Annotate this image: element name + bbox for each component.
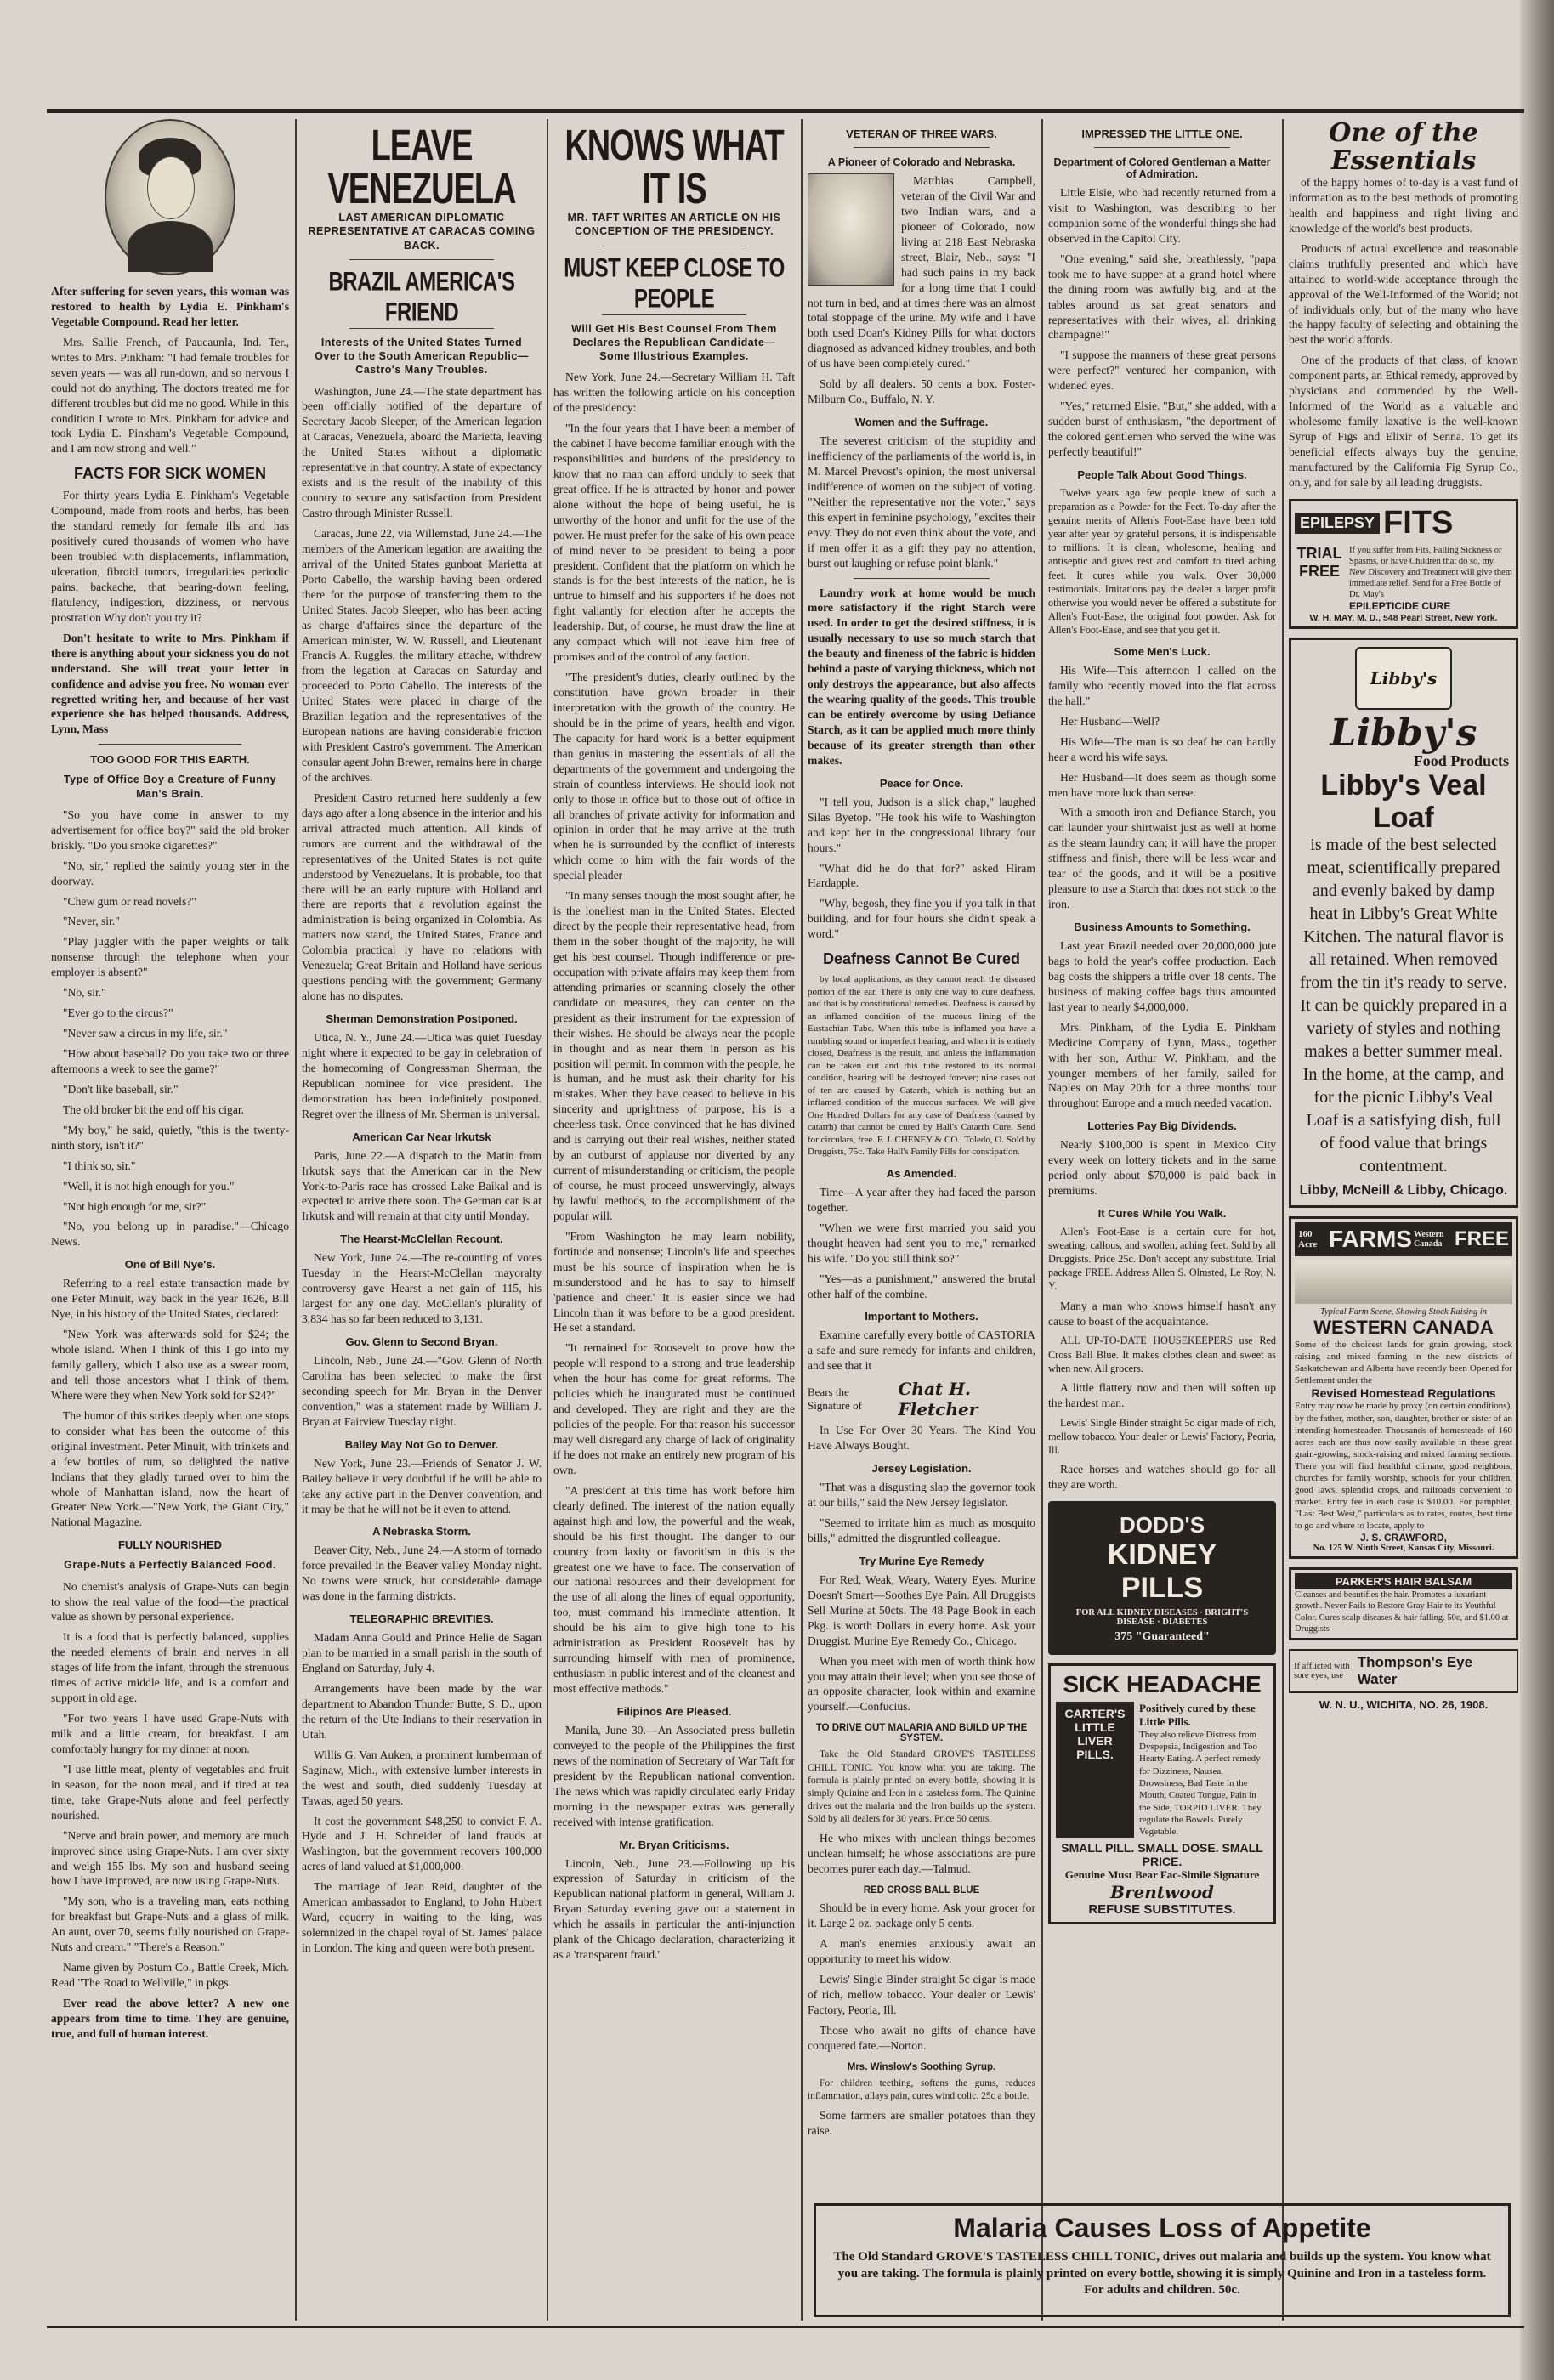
malaria-title: Malaria Causes Loss of Appetite bbox=[953, 2213, 1371, 2243]
libby-ad bbox=[1289, 638, 1518, 1208]
thompson-title: Thompson's Eye Water bbox=[1357, 1653, 1473, 1687]
libby-script-logo: Libby's bbox=[1330, 711, 1477, 756]
story-paragraph: The humor of this strikes deeply when one stops to consider what has been the outcome of this original investment. Peter Minuit, with trinkets and a few bottles of rum, so delighted the native Indians that they gladly turned over to him the whole of Manhattan island, now the heart of Greater New York.—"New York, the Giant City," National Magazine. bbox=[51, 1408, 289, 1529]
deck: MR. TAFT WRITES AN ARTICLE ON HIS CONCEPTION OF THE PRESIDENCY. bbox=[567, 212, 781, 238]
carters-brand-box: CARTER'S LITTLE LIVER PILLS. bbox=[1056, 1702, 1134, 1839]
story-heading: As Amended. bbox=[886, 1166, 957, 1180]
story-paragraph: "What did he do that for?" asked Hiram Hardapple. bbox=[808, 861, 1035, 890]
story-paragraph: Utica, N. Y., June 24.—Utica was quiet Tuesday night where it expected to be gay in celebration of the homecoming of Congressman Sherman, the Republican nominee for vice president. The demonstration has been indefinitely postponed. Regret over the illness of Mr. Sherman is universal. bbox=[302, 1031, 542, 1120]
libby-tin-label: Libby's bbox=[1370, 668, 1438, 689]
story-paragraph: Time—A year after they had faced the parson together. bbox=[808, 1185, 1035, 1214]
libby-signature: Libby, McNeill & Libby, Chicago. bbox=[1299, 1183, 1508, 1198]
rule bbox=[99, 744, 241, 745]
homestead-regulations: Revised Homestead Regulations bbox=[1311, 1386, 1496, 1401]
essentials-paragraph: of the happy homes of to-day is a vast fund of information as to the best methods of promoting health and happiness and right living and knowledge of the world's best products. bbox=[1289, 176, 1518, 235]
facts-heading: FACTS FOR SICK WOMEN bbox=[74, 465, 266, 483]
pinkham-letter: Mrs. Sallie French, of Paucaunla, Ind. Ter., writes to Mrs. Pinkham: "I had female troubles for seven years — was all run-down, and so nervous I could not do anything. The doctors treated me for different troubles but did me no good. While in this condition I wrote to Mrs. Pinkham for advice and took Lydia E. Pinkham's Vegetable Compound, and I am now strong and well." bbox=[51, 335, 289, 456]
story-heading: The Hearst-McClellan Recount. bbox=[340, 1232, 503, 1246]
story-paragraph: "When we were first married you said you thought heaven had sent you to me," remarked his wife. "Do you still think so?" bbox=[808, 1221, 1035, 1265]
column-divider bbox=[295, 119, 297, 2320]
story-paragraph: Ever read the above letter? A new one appears from time to time. They are genuine, true, and full of human interest. bbox=[51, 1997, 289, 2040]
trial-label: TRIAL bbox=[1296, 544, 1342, 562]
dodds-line-3: PILLS bbox=[1120, 1571, 1204, 1604]
malaria-body: The Old Standard GROVE'S TASTELESS CHILL TONIC, drives out malaria and builds up the system. You know what you are taking. The formula is plainly printed on every bottle, showing it is simply Quinine and Iron in a tasteless form. For adults and children. 50c. bbox=[833, 2250, 1491, 2297]
deck: Will Get His Best Counsel From Them Declares the Republican Candidate—Some Illustrious Examples. bbox=[571, 322, 777, 362]
rule bbox=[854, 147, 990, 148]
malaria-ad bbox=[814, 2203, 1511, 2317]
story-paragraph: ALL UP-TO-DATE HOUSEKEEPERS use Red Cross Ball Blue. It makes clothes clean and sweet as when new. All grocers. bbox=[1048, 1334, 1276, 1374]
story-heading: People Talk About Good Things. bbox=[1077, 468, 1247, 481]
western-canada-title: WESTERN CANADA bbox=[1313, 1317, 1494, 1339]
rule bbox=[854, 578, 990, 579]
story-paragraph: For children teething, softens the gums, reduces inflammation, allays pain, cures wind colic. 25c a bottle. bbox=[808, 2077, 1035, 2101]
story-heading: Bailey May Not Go to Denver. bbox=[344, 1437, 499, 1451]
story-paragraph: Referring to a real estate transaction made by one Peter Minuit, way back in the year 1626, Bill Nye, in his history of the United States, declared: bbox=[51, 1277, 289, 1321]
story-paragraph: Washington, June 24.—The state department has been officially notified of the departure of Secretary Jacob Sleeper, of the American legation at Caracas, Venezuela, aboard the Marietta, leaving the United States without a diplomatic representative in that country. A state of expectancy exists and is the result of the inability of this country to secure any satisfaction from President Castro through Minister Russell. bbox=[302, 384, 542, 519]
story-paragraph: Little Elsie, who had recently returned from a visit to Washington, was describing to her companion some of the wonderful things she had observed in the Capitol City. bbox=[1048, 186, 1276, 245]
story-paragraph: "New York was afterwards sold for $24; the whole island. When I think of this I go into my family gallery, which I also use as a swear room, and tell those ancestors what I think of them. Where were they when New York sold for $24?" bbox=[51, 1328, 289, 1402]
epilepsy-label: EPILEPSY bbox=[1295, 513, 1380, 534]
headline-knows-what-it-is: KNOWS WHAT IT IS bbox=[564, 122, 784, 214]
bottom-rule bbox=[47, 2326, 1524, 2328]
story-paragraph: No chemist's analysis of Grape-Nuts can begin to show the real value of the food—the practical value as shown by personal experience. bbox=[51, 1579, 289, 1624]
farms-free: FREE bbox=[1454, 1227, 1509, 1251]
story-paragraph: New York, June 24.—The re-counting of votes Tuesday in the Hearst-McClellan mayoralty controversy gave Hearst a net gain of 115, his largest for any one day. McClellan's plurality of 3,834 has so far been reduced to 3,131. bbox=[302, 1251, 542, 1326]
epilepsy-address: W. H. MAY, M. D., 548 Pearl Street, New York. bbox=[1309, 613, 1498, 624]
story-paragraph: "No, you belong up in paradise."—Chicago News. bbox=[51, 1220, 289, 1249]
rule bbox=[349, 259, 493, 260]
rule bbox=[1094, 147, 1231, 148]
column-1 bbox=[51, 119, 289, 2320]
story-paragraph: President Castro returned here suddenly a few days ago after a long absence in the interior and his arrival attracted much attention. All kinds of rumors are current and the withdrawal of the representatives of the United States is not quite understood by Venezuelans. It is probable, too that there will be an early rupture with Holland and there are reports that a revolution against the administration is being organized in Colombia. As matters now stand, the United States, France and Colombia practical ly have no relations with Venezuela; Great Britain and Holland have serious questions pending with the government; Germany alone has no disputes. bbox=[302, 790, 542, 1003]
subhead: MUST KEEP CLOSE TO PEOPLE bbox=[564, 252, 785, 314]
story-heading: Some Men's Luck. bbox=[1114, 644, 1211, 658]
story-heading: VETERAN OF THREE WARS. bbox=[846, 128, 997, 140]
story-paragraph: "Why, begosh, they fine you if you talk in that building, and for four hours she didn't speak a word." bbox=[808, 897, 1035, 941]
story-paragraph: Allen's Foot-Ease is a certain cure for hot, sweating, callous, and swollen, aching feet. Sold by all Druggists. Price 25c. Don't accept any substitute. Trial package FREE. Address Allen S. Olmsted, Le Roy, N. Y. bbox=[1048, 1226, 1276, 1293]
story-heading: TO DRIVE OUT MALARIA AND BUILD UP THE SYSTEM. bbox=[815, 1723, 1028, 1744]
story-paragraph: A man's enemies anxiously await an opportunity to meet his widow. bbox=[808, 1937, 1035, 1966]
woman-portrait-illustration bbox=[105, 119, 235, 275]
story-paragraph: New York, June 24.—Secretary William H. Taft has written the following article on his conception of the presidency: bbox=[553, 371, 795, 415]
pinkham-lead: After suffering for seven years, this woman was restored to health by Lydia E. Pinkham's Vegetable Compound. Read her letter. bbox=[51, 285, 289, 328]
story-paragraph: "No, sir," replied the saintly young ster in the doorway. bbox=[51, 858, 289, 887]
column-divider bbox=[1282, 119, 1284, 2320]
story-paragraph: "The president's duties, clearly outlined by the constitution have grown broader in their interpretation with the growth of the country. He should be in the prime of years, health and vigor. The capacity for hard work is a better equipment than genius in mastering the essentials of all the departments of the government and undergoing the strain of countless interviews. He should look not only to those in office but to those out of office in all branches of private activity for information and opinion in order that he may arrive at the truth when he is surrounded by the conflict of interests which come to him with the fair words of the special pleader bbox=[553, 671, 795, 882]
page-edge-shadow bbox=[1520, 0, 1554, 2380]
story-heading: Try Murine Eye Remedy bbox=[859, 1554, 984, 1567]
story-paragraph: by local applications, as they cannot reach the diseased portion of the ear. There is only one way to cure deafness, and that is by constitutional remedies. Deafness is caused by an inflamed condition of the mucous lining of the Eustachian Tube. When this tube is inflamed you have a rumbling sound or imperfect hearing, and when it is entirely closed, Deafness is the result, and unless the inflammation can be taken out and this tube restored to its normal condition, hearing will be destroyed forever; nine cases out of ten are caused by Catarrh, which is nothing but an inflamed condition of the mucous surfaces. We will give One Hundred Dollars for any case of Deafness (caused by catarrh) that cannot be cured by Hall's Catarrh Cure. Send for circulars, free. F. J. CHENEY & CO., Toledo, O. Sold by Druggists, 75c. Take Hall's Family Pills for constipation. bbox=[808, 974, 1035, 1158]
farms-address: No. 125 W. Ninth Street, Kansas City, Missouri. bbox=[1313, 1544, 1494, 1554]
genuine-line: Genuine Must Bear Fac-Simile Signature bbox=[1064, 1868, 1260, 1882]
dont-hesitate-text: Don't hesitate to write to Mrs. Pinkham if there is anything about your sickness you do not understand. She will treat your letter in confidence and advise you free. No woman ever regretted writing her, and because of her vast experience she has helped thousands. Address, Lynn, Mass bbox=[51, 631, 289, 736]
free-label: FREE bbox=[1298, 562, 1340, 580]
libby-body: is made of the best selected meat, scientifically prepared and evenly baked by damp heat in Libby's Great White Kitchen. The natural flavor is all retained. When removed from the tin it's ready to serve. It can be quickly prepared in a variety of styles and nothing makes a better summer meal. In the home, at the camp, and for the picnic Libby's Veal Loaf is a satisfying dish, full of food value that brings contentment. bbox=[1299, 836, 1508, 1176]
story-paragraph: Her Husband—Well? bbox=[1060, 714, 1160, 728]
story-paragraph: Arrangements have been made by the war department to Abandon Thunder Butte, S. D., upon the return of the Ute Indians to their reservation in Utah. bbox=[302, 1682, 542, 1741]
story-paragraph: It is a food that is perfectly balanced, supplies the needed elements of brain and nerves in all stages of life from the infant, through the strenuous times of active middle life, and is a comfort and support in old age. bbox=[51, 1630, 289, 1705]
story-heading: Important to Mothers. bbox=[865, 1310, 978, 1323]
story-paragraph: "Not high enough for me, sir?" bbox=[63, 1199, 207, 1213]
story-heading: A Nebraska Storm. bbox=[372, 1525, 471, 1538]
deck: Interests of the United States Turned Over to the South American Republic—Castro's Many Troubles. bbox=[315, 336, 529, 377]
story-paragraph: "A president at this time has work before him clearly defined. The interest of the nation equally against high and low, the powerful and the weak, should be his first thought. The danger to our country from laxity or favoritism in this is the greatest one we have to face. The conservation of our national resources and their development for the use of all along the lines of equal opportunity, too, must command his immediate attention. It should be his aim to give high tone to his administration as President Roosevelt has by surrounding himself with men of prominence, enthusiasm in public interest and of the cleanest and most effective methods." bbox=[553, 1483, 795, 1695]
story-paragraph: Examine carefully every bottle of CASTORIA a safe and sure remedy for infants and children, and see that it bbox=[808, 1329, 1035, 1373]
story-paragraph: Name given by Postum Co., Battle Creek, Mich. Read "The Road to Wellville," in pkgs. bbox=[51, 1961, 289, 1990]
story-paragraph: "Yes—as a punishment," answered the brutal other half of the combine. bbox=[808, 1272, 1035, 1300]
dodds-kidney-pills-ad bbox=[1048, 1501, 1276, 1655]
story-paragraph: "Chew gum or read novels?" bbox=[63, 894, 196, 908]
column-divider bbox=[1041, 119, 1043, 2320]
veteran-portrait-illustration bbox=[808, 173, 894, 286]
farms-western: Western Canada bbox=[1413, 1230, 1444, 1250]
story-paragraph: Paris, June 22.—A dispatch to the Matin from Irkutsk says that the American car in the New York-to-Paris race has crossed Lake Baikal and is expected to arrive there soon. The German car is at Irkutsk and will remain at that city until Monday. bbox=[302, 1148, 542, 1223]
farms-title: FARMS bbox=[1328, 1226, 1412, 1253]
story-paragraph: Lincoln, Neb., June 23.—Following up his expression of Saturday in criticism of the Republican national platform in general, William J. Bryan Saturday evening gave out a statement in which he assails in particular the anti-injunction plank of the Chicago declaration, characterizing it as a 'transparent fraud.' bbox=[553, 1856, 795, 1962]
story-paragraph: "Don't like baseball, sir." bbox=[63, 1082, 179, 1096]
dodds-line-1: DODD'S bbox=[1119, 1511, 1205, 1538]
story-heading: Mrs. Winslow's Soothing Syrup. bbox=[847, 2061, 996, 2072]
story-heading: Gov. Glenn to Second Bryan. bbox=[345, 1335, 498, 1348]
story-paragraph: Those who await no gifts of chance have conquered fate.—Norton. bbox=[808, 2023, 1035, 2052]
essentials-paragraph: Products of actual excellence and reasonable claims truthfully presented and which have attained to world-wide acceptance through the approval of the Well-Informed of the World; not of individuals only, but of the many who have the happy faculty of selecting and obtaining the best the world affords. bbox=[1289, 241, 1518, 347]
story-heading: Peace for Once. bbox=[879, 776, 964, 790]
story-paragraph: Willis G. Van Auken, a prominent lumberman of Saginaw, Mich., with extensive lumber interests in the west and south, died suddenly Tuesday at Tawas, aged 50 years. bbox=[302, 1748, 542, 1807]
story-paragraph: Lewis' Single Binder straight 5c cigar made of rich, mellow tobacco. Your dealer or Lewis' Factory, Peoria, Ill. bbox=[1048, 1416, 1276, 1456]
story-paragraph: For Red, Weak, Weary, Watery Eyes. Murine Doesn't Smart—Soothes Eye Pain. All Druggists Sell Murine at 50cts. The 48 Page Book in each Pkg. is worth Dollars in every home. Ask your Druggist. Murine Eye Remedy Co., Chicago. bbox=[808, 1572, 1035, 1647]
libby-veal-loaf-title: Libby's Veal Loaf bbox=[1320, 769, 1487, 834]
column-4 bbox=[808, 119, 1035, 2320]
story-heading: TOO GOOD FOR THIS EARTH. bbox=[90, 753, 250, 767]
story-paragraph: Should be in every home. Ask your grocer for it. Large 2 oz. package only 5 cents. bbox=[808, 1901, 1035, 1930]
story-paragraph: Mrs. Pinkham, of the Lydia E. Pinkham Medicine Company of Lynn, Mass., together with her son, Arthur W. Pinkham, and the younger members of her family, sailed for Naples on May 20th for a three months' tour throughout Europe and a much needed vacation. bbox=[1048, 1020, 1276, 1110]
farm-caption: Typical Farm Scene, Showing Stock Raising in bbox=[1319, 1307, 1488, 1318]
libby-tin-icon bbox=[1355, 647, 1452, 710]
story-paragraph: Matthias Campbell, veteran of the Civil War and two Indian wars, and a pioneer of Colorado, now living at 218 East Nebraska street, Blair, Neb., says: "I had such pains in my back for a long time that I could not turn in bed, and at times there was an almost total stoppage of the urine. My wife and I have both used Doan's Kidney Pills for what doctors diagnosed as advanced kidney troubles, and both of us have been completely cured." bbox=[808, 174, 1035, 371]
story-heading: Women and the Suffrage. bbox=[854, 416, 989, 429]
story-deck: Type of Office Boy a Creature of Funny Man's Brain. bbox=[63, 774, 277, 800]
fletcher-signature: Chat H. Fletcher bbox=[898, 1379, 978, 1420]
story-paragraph: Manila, June 30.—An Associated press bulletin conveyed to the people of the Philippines the first news of the nomination of Secretary of War Taft for president by the Republican national convention. The news which was rapidly circulated early Friday morning in the newspaper extras was generally received with intense gratification. bbox=[553, 1723, 795, 1828]
story-paragraph: "From Washington he may learn nobility, fortitude and nonsense; Lincoln's life and speeches must be his source of inspiration when he is misunderstood and he has to say to himself 'patience and cheer.' It is easier since we had Lincoln than it was before to be a good president. He set a standard. bbox=[553, 1229, 795, 1334]
story-paragraph: "Play juggler with the paper weights or talk nonsense through the telephone when your employer is absent?" bbox=[51, 935, 289, 979]
story-paragraph: The marriage of Jean Reid, daughter of the American ambassador to England, to John Hubert Ward, equerry in waiting to the king, was solemnized in the chapel royal of St. James' palace in London. The king and queen were both present. bbox=[302, 1880, 542, 1954]
essentials-paragraph: One of the products of that class, of known component parts, an Ethical remedy, approved by physicians and commended by the Well-Informed of the World as a valuable and wholesome family laxative is the well-known Syrup of Figs and Elixir of Senna. To get its beneficial effects always buy the genuine, manufactured by the California Fig Syrup Co., only, and for sale by all leading druggists. bbox=[1289, 354, 1518, 489]
story-paragraph: "That was a disgusting slap the governor took at our bills," said the New Jersey legislator. bbox=[808, 1481, 1035, 1510]
small-pill-line: SMALL PILL. SMALL DOSE. SMALL PRICE. bbox=[1061, 1841, 1263, 1869]
story-paragraph: Laundry work at home would be much more satisfactory if the right Starch were used. In order to get the desired stiffness, it is usually necessary to use so much starch that the beauty and fineness of the fabric is hidden behind a paste of varying thickness, which not only destroys the appearance, but also affects the wearing quality of the goods. This trouble can be entirely overcome by using Defiance Starch, as it can be applied much more thinly because of its greater strength than other makes. bbox=[808, 586, 1035, 767]
column-3 bbox=[553, 119, 795, 2320]
story-paragraph: Madam Anna Gould and Prince Helie de Sagan plan to be married in a small parish in the south of England on Saturday, July 4. bbox=[302, 1631, 542, 1675]
story-paragraph: When you meet with men of worth think how you may attain their level; when you see those of an opposite character, look within and examine yourself.—Confucius. bbox=[808, 1654, 1035, 1714]
epilepticide-cure: EPILEPTICIDE CURE bbox=[1349, 600, 1451, 613]
column-5 bbox=[1048, 119, 1276, 2320]
column-divider bbox=[547, 119, 548, 2320]
farm-scene-illustration bbox=[1295, 1260, 1512, 1304]
story-paragraph: "One evening," said she, breathlessly, "papa took me to have supper at a grand hotel where the dining room was awfully big, and at the tables around us sat great senators and representatives with their wives, all drinking champagne!" bbox=[1048, 252, 1276, 342]
story-deck: A Pioneer of Colorado and Nebraska. bbox=[827, 156, 1016, 168]
story-heading: It Cures While You Walk. bbox=[1097, 1207, 1227, 1221]
bears-label: Bears the Signature of bbox=[808, 1386, 862, 1413]
story-paragraph: "My son, who is a traveling man, eats nothing for breakfast but Grape-Nuts and a glass of milk. An aunt, over 70, seems fully nourished on Grape-Nuts and cream." "There's a Reason." bbox=[51, 1895, 289, 1954]
story-paragraph: With a smooth iron and Defiance Starch, you can launder your shirtwaist just as well at home as the steam laundry can; it will have the proper stiffness and finish, there will be less wear and tear of the goods, and it will be a positive pleasure to use a Starch that does not stick to the iron. bbox=[1048, 806, 1276, 911]
story-paragraph: Lewis' Single Binder straight 5c cigar is made of rich, mellow tobacco. Your dealer or Lewis' Factory, Peoria, Ill. bbox=[808, 1972, 1035, 2016]
story-paragraph: Sold by all dealers. 50 cents a box. Foster-Milburn Co., Buffalo, N. Y. bbox=[808, 377, 1035, 406]
carters-signature: Brentwood bbox=[1110, 1882, 1214, 1903]
story-paragraph: "How about baseball? Do you take two or three afternoons a week to see the game?" bbox=[51, 1047, 289, 1075]
story-paragraph: "In the four years that I have been a member of the cabinet I have become familiar enough with the responsibilities and burdens of the presidency to know that no man can afford unduly to seek that great office. If he is attracted by honor and power alone without the hope of being useful, he is unworthy of the honor and unfit for the use of the power. He must prefer for the sake of his own peace of mind never to be president to being a poor president. Confident that the platform on which he stands is for the best interests of the nation, he is untrue to himself and his supporters if he does not fight valiantly for election after he accepts the leadership. But, of course, he must draw the line at any compact which will not leave him free of promises and of the control of any faction. bbox=[553, 422, 795, 664]
story-heading: Deafness Cannot Be Cured bbox=[822, 950, 1021, 968]
column-6 bbox=[1289, 119, 1518, 2320]
story-paragraph: "Yes," returned Elsie. "But," she added, with a sudden burst of enthusiasm, "the deportment of the colored gentlemen who served the wine was perfectly beautiful!" bbox=[1048, 400, 1276, 458]
farms-p1: Some of the choicest lands for grain growing, stock raising and mixed farming in the new districts of Saskatchewan and Alberta have recently been Opened for Settlement under the bbox=[1295, 1340, 1512, 1386]
story-paragraph: "I use little meat, plenty of vegetables and fruit in season, for the noon meal, and if tired at tea time, take Grape-Nuts alone and feel perfectly nourished. bbox=[51, 1762, 289, 1822]
facts-text: For thirty years Lydia E. Pinkham's Vegetable Compound, made from roots and herbs, has been the standard remedy for female ills and has positively cured thousands of women who have been troubled with displacements, inflammation, ulceration, fibroid tumors, irregularities periodic pains, backache, that bearing-down feeling, flatulency, indigestion, dizziness, or nervous prostration Why don't you try it? bbox=[51, 489, 289, 624]
story-paragraph: "I suppose the manners of these great persons were perfect?" ventured her companion, with widened eyes. bbox=[1048, 348, 1276, 393]
story-heading: FULLY NOURISHED bbox=[117, 1538, 223, 1552]
story-heading: Business Amounts to Something. bbox=[1074, 921, 1251, 934]
story-deck: Department of Colored Gentleman a Matter of Admiration. bbox=[1053, 156, 1271, 180]
epilepsy-ad bbox=[1289, 499, 1518, 630]
story-paragraph: A little flattery now and then will soften up the hardest man. bbox=[1048, 1380, 1276, 1409]
headline-leave-venezuela: LEAVE VENEZUELA bbox=[327, 122, 516, 214]
story-paragraph: Caracas, June 22, via Willemstad, June 24.—The members of the American legation are awaiting the arrival of the United States gunboat Marietta at Porto Cabello, the warship having been ordered there for the purpose of transferring them to the United States. Jacob Sleeper, who has been acting as charge d'affaires since the departure of the American minister, W. W. Russell, and Lieutenant Francis A. Ruggles, the military attache, withdrew from the legation at Caracas on Saturday and proceeded to Porto Cabello. The interests of the United States were placed in charge of the Brazilian legation and the representatives of the European nations are having considerable friction with President Castro's government. The American consular agent John Brewer, remains here in charge of the archives. bbox=[302, 526, 542, 784]
carters-ad bbox=[1048, 1663, 1276, 1925]
sick-headache-title: SICK HEADACHE bbox=[1063, 1670, 1262, 1697]
story-deck: Grape-Nuts a Perfectly Balanced Food. bbox=[64, 1559, 276, 1572]
story-paragraph: "Never, sir." bbox=[63, 915, 120, 928]
parker-title: PARKER'S HAIR BALSAM bbox=[1295, 1573, 1512, 1590]
story-paragraph: "Nerve and brain power, and memory are much improved since using Grape-Nuts. I am over sixty and weigh 155 lbs. My son and husband seeing how I have improved, are now using Grape-Nuts. bbox=[51, 1828, 289, 1888]
story-paragraph: "No, sir." bbox=[63, 986, 106, 1000]
top-rule bbox=[47, 109, 1524, 113]
story-paragraph: "In many senses though the most sought after, he is the loneliest man in the United States. Elected direct by the people their representative head, from them in the sober thought of the majority, he will get his best counsel. Though indifference or pre-occupation with private affairs may keep them from attending primaries or scanning closely the other candidate on measures, they can center on the president as their instrument for the expression of their wishes. He should be always near the people in thought and as near them in person as his position will permit. In common with the people, he is human, and he must ask their charity for his mistakes. When they have ceased to believe in his sincerity and uprightness of purpose, his is a cheerless task. Once convinced that he has divined and is carrying out their real wishes, neither stated by an outburst of applause nor diverted by any current of misunderstanding or criticism, the people of course, he must proceed unswervingly, always by lawful methods, to the accomplishment of the popular will. bbox=[553, 889, 795, 1222]
story-paragraph: He who mixes with unclean things becomes unclean himself; he whose associations are pure becomes purer each day.—Talmud. bbox=[808, 1832, 1035, 1876]
story-heading: TELEGRAPHIC BREVITIES. bbox=[349, 1612, 494, 1626]
story-paragraph: Many a man who knows himself hasn't any cause to boast of the acquaintance. bbox=[1048, 1299, 1276, 1328]
story-paragraph: Some farmers are smaller potatoes than they raise. bbox=[808, 2108, 1035, 2137]
column-2 bbox=[302, 119, 542, 2320]
story-paragraph: "Never saw a circus in my life, sir." bbox=[63, 1027, 228, 1040]
story-heading: RED CROSS BALL BLUE bbox=[863, 1885, 980, 1896]
story-paragraph: New York, June 23.—Friends of Senator J. W. Bailey believe it very doubtful if he will be able to take any active part in the Denver convention, and it may be that he will not be it even to attend. bbox=[302, 1456, 542, 1516]
farms-agent: J. S. CRAWFORD, bbox=[1359, 1532, 1447, 1544]
story-paragraph: "Ever go to the circus?" bbox=[63, 1006, 173, 1020]
story-paragraph: Lincoln, Neb., June 24.—"Gov. Glenn of North Carolina has been selected to make the first seconding speech for Mr. Bryan in the Denver convention," was a statement made by William J. Bryan at Fairview Tuesday night. bbox=[302, 1354, 542, 1428]
story-paragraph: "Seemed to irritate him as much as mosquito bills," admitted the disgruntled colleague. bbox=[808, 1516, 1035, 1544]
parker-hair-balsam-ad bbox=[1289, 1567, 1518, 1640]
story-paragraph: "So you have come in answer to my advertisement for office boy?" said the old broker briskly. "Do you smoke cigarettes?" bbox=[51, 808, 289, 852]
essentials-heading: One of the Essentials bbox=[1329, 119, 1478, 176]
story-paragraph: Take the Old Standard GROVE'S TASTELESS CHILL TONIC. You know what you are taking. The formula is plainly printed on every bottle, showing it is simply Quinine and Iron in a tasteless form. The Quinine drives out the malaria and the Iron builds up the system. Sold by all dealers for 30 years. Price 50 cents. bbox=[808, 1749, 1035, 1825]
parker-body: Cleanses and beautifies the hair. Promotes a luxuriant growth. Never Fails to Restore Gray Hair to its Youthful Color. Cures scalp diseases & hair falling. 50c, and $1.00 at Druggists bbox=[1295, 1590, 1509, 1634]
dodds-line-2: KIDNEY bbox=[1107, 1538, 1217, 1571]
story-paragraph: Race horses and watches should go for all they are worth. bbox=[1048, 1462, 1276, 1491]
story-paragraph: The old broker bit the end off his cigar. bbox=[63, 1102, 245, 1116]
thompson-lead: If afflicted with sore eyes, use bbox=[1294, 1661, 1350, 1680]
story-heading: Filipinos Are Pleased. bbox=[616, 1704, 732, 1718]
farms-p2: Entry may now be made by proxy (on certain conditions), by the father, mother, son, daughter, brother or sister of an intending homesteader. Thousands of homesteads of 160 acres each are thus now easily available in these great grain-growing, stock-raising and mixed farming sections. There you will find healthful climate, good neighbors, churches for family worship, schools for your children, good laws, splendid crops, and railroads convenient to market. Entry fee in each case is $10.00. For pamphlet, "Last Best West," particulars as to rates, routes, best time to go and where to locate, apply to bbox=[1295, 1401, 1512, 1532]
subhead: BRAZIL AMERICA'S FRIEND bbox=[328, 266, 515, 328]
story-paragraph: Her Husband—It does seem as though some men have more luck than sense. bbox=[1048, 770, 1276, 799]
story-paragraph: "It remained for Roosevelt to prove how the people will respond to a strong and true leadership when the hour has come for great reforms. The policies which he inaugurated must be continued and developed. They are right and they are the policies of the people. For that reason his successor may well disregard any charge of lack of originality if he does not make an entirely new program of his own. bbox=[553, 1341, 795, 1476]
story-heading: Sherman Demonstration Postponed. bbox=[326, 1012, 518, 1025]
castoria-signature-row bbox=[808, 1379, 1035, 1420]
story-heading: Lotteries Pay Big Dividends. bbox=[1087, 1119, 1237, 1133]
dodds-price: 375 "Guaranteed" bbox=[1114, 1629, 1210, 1643]
story-heading: American Car Near Irkutsk bbox=[352, 1130, 491, 1143]
story-paragraph: Beaver City, Neb., June 24.—A storm of tornado force prevailed in the Beaver valley Monday night. No towns were struck, but considerable damage was done in the farming districts. bbox=[302, 1544, 542, 1603]
wnu-line: W. N. U., WICHITA, NO. 26, 1908. bbox=[1319, 1697, 1489, 1711]
deck: LAST AMERICAN DIPLOMATIC REPRESENTATIVE AT CARACAS COMING BACK. bbox=[308, 212, 536, 252]
positively-cured: Positively cured by these Little Pills. bbox=[1139, 1701, 1256, 1728]
story-paragraph: "I tell you, Judson is a slick chap," laughed Silas Byetop. "He took his wife to Washington and kept her in the congressional library four hours." bbox=[808, 795, 1035, 854]
carters-body: They also relieve Distress from Dyspepsia, Indigestion and Too Hearty Eating. A perfect remedy for Dizziness, Nausea, Drowsiness, Bad Taste in the Mouth, Coated Tongue, Pain in the Side, TORPID LIVER. They regulate the Bowels. Purely Vegetable. bbox=[1139, 1729, 1262, 1838]
refuse-substitutes: REFUSE SUBSTITUTES. bbox=[1088, 1902, 1236, 1918]
story-paragraph: His Wife—The man is so deaf he can hardly hear a word his wife says. bbox=[1048, 734, 1276, 763]
story-heading: Jersey Legislation. bbox=[871, 1462, 972, 1476]
story-paragraph: Twelve years ago few people knew of such a preparation as a Powder for the Feet. To-day after the genuine merits of Allen's Foot-Ease have been told year after year by grateful persons, it is indispensable to millions. It is clean, wholesome, healing and antiseptic and gives rest and comfort to tired aching feet. It cures while you walk. Over 30,000 testimonials. Imitations pay the dealer a larger profit otherwise you would never be offered a substitute for Allen's Foot-Ease, the original foot powder. Ask for Allen's Foot-Ease, and see that you get it. bbox=[1048, 486, 1276, 636]
fits-label: FITS bbox=[1383, 504, 1454, 541]
story-paragraph: His Wife—This afternoon I called on the family who recently moved into the flat across the hall." bbox=[1048, 663, 1276, 707]
story-paragraph: "Well, it is not high enough for you." bbox=[63, 1179, 235, 1193]
story-paragraph: "For two years I have used Grape-Nuts with milk and a little cream, for breakfast. I am comfortably hungry for my dinner at noon. bbox=[51, 1712, 289, 1755]
story-paragraph: In Use For Over 30 Years. The Kind You Have Always Bought. bbox=[808, 1424, 1035, 1453]
libby-food-products: Food Products bbox=[1413, 752, 1509, 770]
story-heading: IMPRESSED THE LITTLE ONE. bbox=[1081, 128, 1243, 140]
dodds-ring-text: FOR ALL KIDNEY DISEASES · BRIGHT'S DISEASE · DIABETES bbox=[1075, 1607, 1249, 1627]
column-divider bbox=[801, 119, 803, 2320]
story-paragraph: Last year Brazil needed over 20,000,000 jute bags to hold the year's coffee production. Each bag costs the shippers a trifle over 18 cents. The business of making coffee bags thus amounted last year to nearly $4,000,000. bbox=[1048, 939, 1276, 1013]
story-paragraph: "I think so, sir." bbox=[63, 1159, 136, 1172]
epilepsy-text: If you suffer from Fits, Falling Sickness or Spasms, or have Children that do so, my New Discovery and Treatment will give them immediate relief. Send for a Free Bottle of Dr. May's bbox=[1349, 545, 1512, 600]
story-paragraph: Nearly $100,000 is spent in Mexico City every week on lottery tickets and in the same period only about $70,000 is paid back in premiums. bbox=[1048, 1138, 1276, 1198]
thompson-eye-water-ad bbox=[1289, 1649, 1518, 1693]
story-heading: One of Bill Nye's. bbox=[124, 1258, 216, 1272]
farms-acre: 160 Acre bbox=[1298, 1229, 1318, 1250]
story-paragraph: It cost the government $48,250 to convict F. A. Hyde and J. H. Schneider of land frauds at Washington, but the government recovers 100,000 acres of land valued at $1,000,000. bbox=[302, 1814, 542, 1873]
story-paragraph: "My boy," he said, quietly, "this is the twenty-ninth story, isn't it?" bbox=[51, 1123, 289, 1152]
story-paragraph: The severest criticism of the stupidity and inefficiency of the parliaments of the world is, in M. Marcel Prevost's opinion, the most universal indifference of women on the subject of voting. "Neither the representative nor the voter," says this expert in feminine psychology, "excites their envy. They do not even think about the vote, and if men offer it as a gift they pay no attention, burst out laughing or refuse point blank." bbox=[808, 434, 1035, 570]
western-canada-ad bbox=[1289, 1216, 1518, 1559]
story-heading: Mr. Bryan Criticisms. bbox=[619, 1838, 729, 1851]
